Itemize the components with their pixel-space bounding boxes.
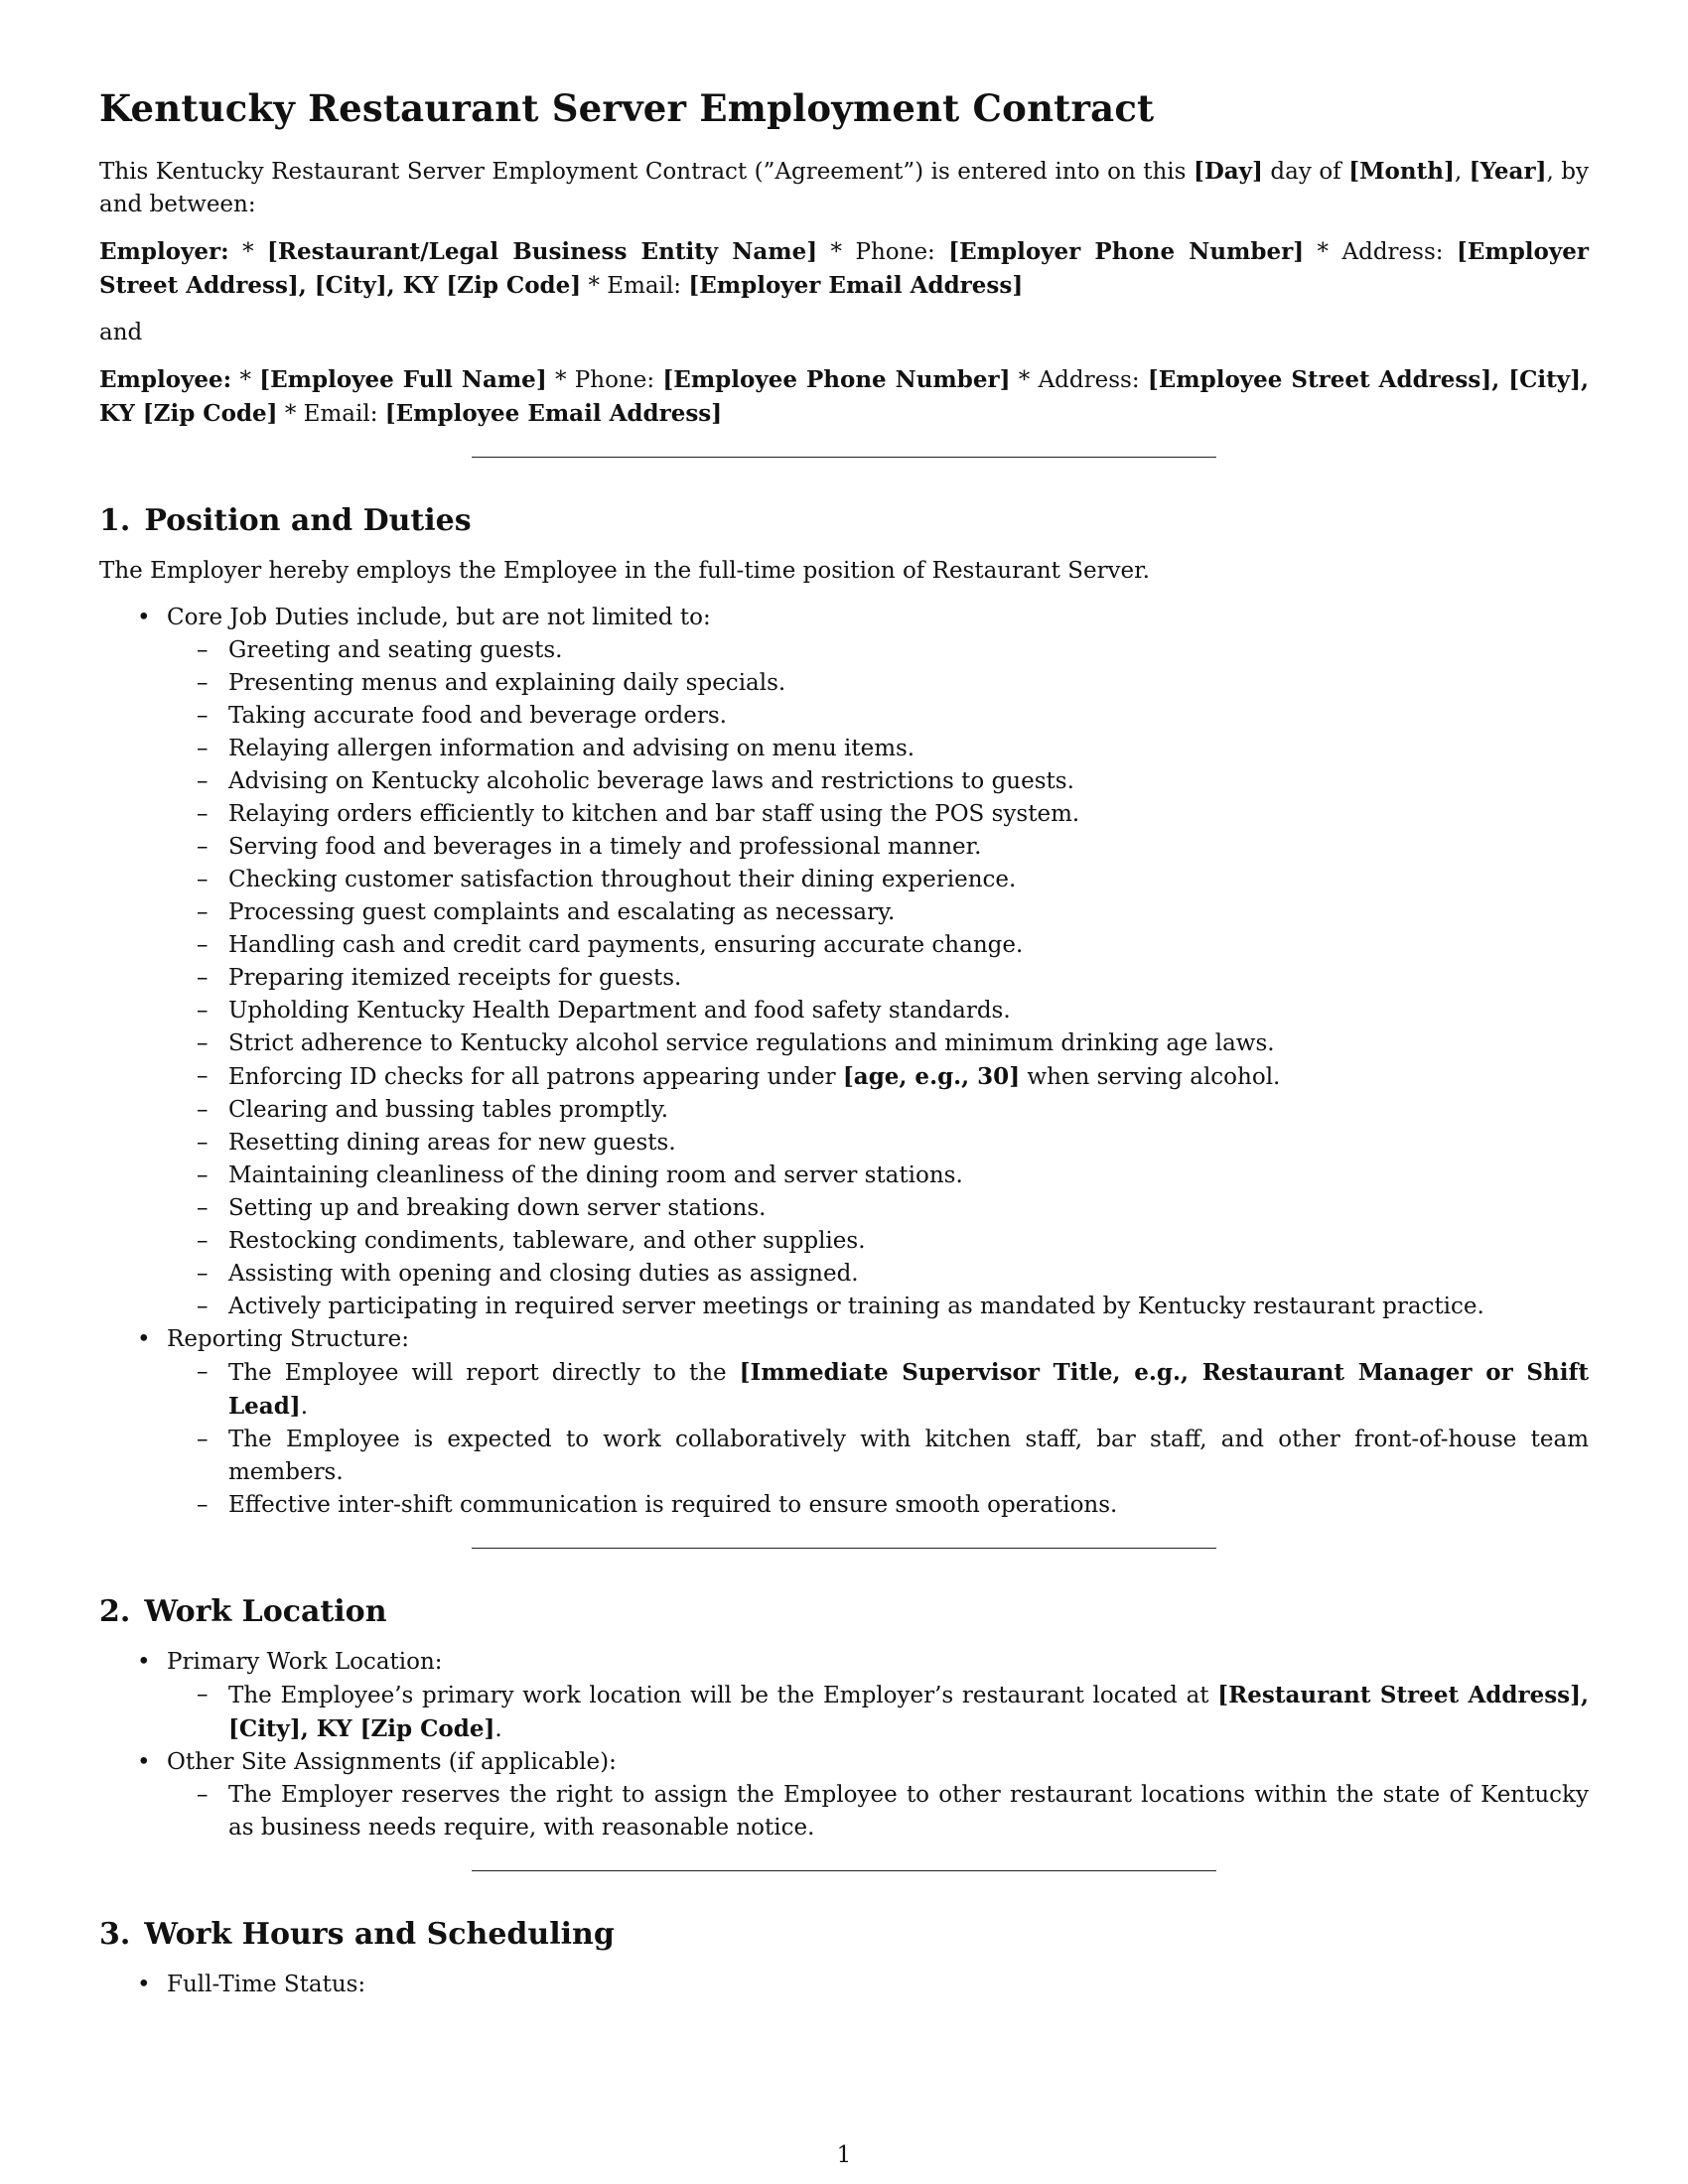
intro-year: [Year] [1469,158,1547,185]
duty-item: – Assisting with opening and closing duties as assigned. [167,1258,1589,1291]
employee-sep-3: * Address: [1010,367,1148,393]
full-time-status-item [99,1969,1589,2001]
primary-location-list [167,1679,1589,1746]
section-1-heading [99,501,1589,541]
employee-address: [Employee Street Address], [City], KY [Zip Code] [99,366,1590,427]
duty-item: – Taking accurate food and beverage orders. [167,700,1589,733]
reporting-item [167,1356,1589,1424]
intro-text-3: , [1454,159,1470,185]
primary-location-label: Primary Work Location: [167,1649,443,1675]
duty-item: – Resetting dining areas for new guests. [167,1127,1589,1160]
duty-item-id-check [167,1060,1589,1094]
reporting-1-pre: The Employee will report directly to the [228,1360,740,1386]
reporting-1-post: . [300,1394,308,1420]
duty-item: – Maintaining cleanliness of the dining room and server stations. [167,1160,1589,1192]
divider-rule [472,1870,1216,1871]
section-2-list [99,1646,1589,1844]
reporting-list [167,1356,1589,1522]
employer-label: Employer: [99,238,229,265]
employer-address: [Employer Street Address], [City], KY [Zip Code] [99,238,1589,299]
duty-item: – Strict adherence to Kentucky alcohol service regulations and minimum drinking age laws. [167,1027,1589,1060]
core-duties-label: Core Job Duties include, but are not limited to: [167,605,711,630]
duty-item: – Greeting and seating guests. [167,634,1589,667]
section-1-list [99,602,1589,1522]
section-1-number: 1. [99,503,131,538]
section-1-title: Position and Duties [144,503,472,538]
section-3-heading [99,1915,1589,1955]
divider-rule [472,457,1216,458]
employer-sep-3: * Address: [1304,239,1457,265]
page-number: 1 [836,2142,852,2168]
employee-email: [Employee Email Address] [384,400,723,427]
divider-rule [472,1548,1216,1549]
section-2-title: Work Location [144,1594,387,1629]
employer-block [99,235,1589,303]
duty-item: – Processing guest complaints and escalating as necessary. [167,896,1589,929]
duty-item: – Relaying allergen information and advising on menu items. [167,733,1589,765]
section-3-number: 3. [99,1917,131,1952]
other-sites-item [99,1746,1589,1844]
other-sites-label: Other Site Assignments (if applicable): [167,1749,617,1775]
duty-item: – Serving food and beverages in a timely and professional manner. [167,831,1589,864]
primary-location-post: . [494,1716,502,1742]
duty-item: – Advising on Kentucky alcoholic beverage laws and restrictions to guests. [167,765,1589,798]
intro-month: [Month] [1348,158,1455,185]
employer-name: [Restaurant/Legal Business Entity Name] [267,238,818,265]
duty-item: – Restocking condiments, tableware, and other supplies. [167,1225,1589,1258]
employee-phone: [Employee Phone Number] [662,366,1011,393]
other-sites-text: – The Employer reserves the right to assign the Employee to other restaurant locations within the state of Kentucky as business needs require, with reasonable notice. [167,1779,1589,1844]
reporting-label: Reporting Structure: [167,1326,410,1352]
employee-sep-1: * [231,367,260,393]
primary-location-item [99,1646,1589,1746]
intro-text-2: day of [1262,159,1349,185]
document-title: Kentucky Restaurant Server Employment Contract [99,86,1155,130]
document-page [99,85,1589,2001]
employer-email: [Employer Email Address] [688,272,1024,299]
employee-sep-2: * Phone: [546,367,663,393]
section-3-title: Work Hours and Scheduling [144,1917,615,1952]
duty-item: – Preparing itemized receipts for guests. [167,962,1589,995]
employee-sep-4: * Email: [277,401,385,427]
core-duties-item [99,602,1589,1323]
employer-sep-1: * [228,239,268,265]
duty-item: – Handling cash and credit card payments, ensuring accurate change. [167,929,1589,962]
intro-day: [Day] [1193,158,1263,185]
full-time-status-label: Full-Time Status: [167,1972,366,1997]
employee-label: Employee: [99,366,232,393]
primary-location-pre: The Employee’s primary work location will be the Employer’s restaurant located at [228,1683,1218,1708]
id-check-post: when serving alcohol. [1020,1064,1281,1090]
duty-item: – Clearing and bussing tables promptly. [167,1094,1589,1127]
reporting-item: – Effective inter-shift communication is required to ensure smooth operations. [167,1489,1589,1522]
employee-name: [Employee Full Name] [259,366,547,393]
supervisor-title: [Immediate Supervisor Title, e.g., Restaurant Manager or Shift Lead] [228,1359,1589,1420]
employer-sep-4: * Email: [581,273,689,299]
intro-paragraph [99,155,1589,221]
id-check-age: [age, e.g., 30] [842,1063,1021,1090]
section-2-number: 2. [99,1594,131,1629]
section-2-heading [99,1592,1589,1632]
duty-item: – Setting up and breaking down server stations. [167,1192,1589,1225]
and-text: and [99,320,143,345]
duty-item: – Relaying orders efficiently to kitchen and bar staff using the POS system. [167,798,1589,831]
primary-location-text [167,1679,1589,1746]
duty-item: – Actively participating in required server meetings or training as mandated by Kentucky restaurant practice. [167,1291,1589,1323]
section-1-intro: The Employer hereby employs the Employee in the full-time position of Restaurant Server. [99,558,1150,584]
duty-item: – Presenting menus and explaining daily specials. [167,667,1589,700]
intro-text-4: , by and between: [99,159,1589,217]
reporting-item: – The Employee is expected to work collaboratively with kitchen staff, bar staff, and other front-of-house team members. [167,1424,1589,1489]
employee-block [99,363,1589,431]
duty-item: – Checking customer satisfaction throughout their dining experience. [167,864,1589,896]
employer-phone: [Employer Phone Number] [948,238,1305,265]
other-sites-list [167,1779,1589,1844]
employer-sep-2: * Phone: [817,239,949,265]
intro-text-1: This Kentucky Restaurant Server Employment Contract (”Agreement”) is entered into on this [99,159,1194,185]
reporting-structure-item [99,1323,1589,1522]
section-3-list [99,1969,1589,2001]
duty-item: – Upholding Kentucky Health Department and food safety standards. [167,995,1589,1027]
duties-list [167,634,1589,1323]
id-check-pre: Enforcing ID checks for all patrons appearing under [228,1064,843,1090]
restaurant-address: [Restaurant Street Address], [City], KY [Zip Code] [228,1682,1590,1742]
